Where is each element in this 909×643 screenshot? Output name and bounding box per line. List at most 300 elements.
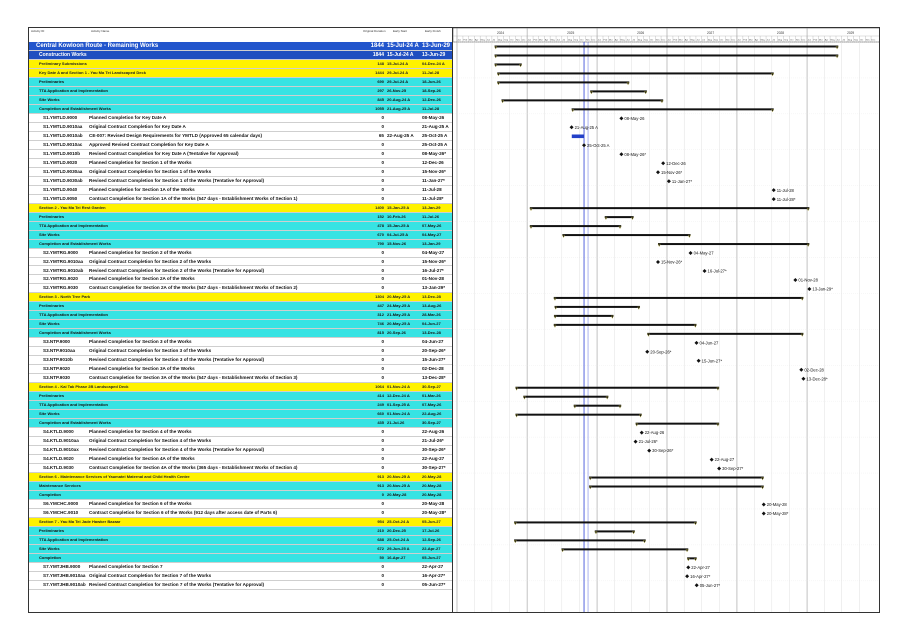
summary-bar — [555, 306, 640, 308]
activity-row[interactable] — [29, 356, 452, 365]
milestone-label: 21-Aug-25 A — [574, 124, 598, 130]
start-cell: 15-Nov-26 — [387, 240, 407, 246]
finish-cell: 13-Dec-28 — [422, 330, 441, 336]
wbs-name: Completion and Establishment Works — [39, 240, 111, 246]
bar-start-cap — [501, 100, 503, 103]
start-cell: 24-May-25 A — [387, 303, 411, 309]
milestone-label: 02-Dec-28 — [804, 367, 824, 373]
start-cell: 01-Nov-24 A — [387, 411, 410, 417]
wbs-row[interactable] — [29, 545, 452, 554]
finish-cell: 18-Jun-26 — [422, 78, 441, 84]
activity-id: S1.YMTLD.9030aa — [43, 168, 83, 174]
activity-id: S2.YMTRG.9010ab — [43, 267, 84, 273]
month-label: Oct — [510, 39, 514, 42]
activity-id: S4.KTLD.9010aa — [43, 438, 79, 444]
activity-id: S7.YMTJHB.9010ab — [43, 581, 86, 587]
wbs-row[interactable] — [29, 527, 452, 536]
milestone-label: 04-Jun-27 — [699, 340, 719, 346]
month-label: Aug — [498, 39, 503, 42]
month-label: Aug — [638, 39, 643, 42]
month-label: Jun — [486, 39, 491, 42]
wbs-row[interactable] — [29, 383, 452, 392]
bar-start-cap — [590, 91, 592, 94]
activity-row[interactable] — [29, 114, 452, 123]
milestone-diamond — [619, 152, 623, 156]
summary-bar — [572, 108, 774, 110]
wbs-row[interactable] — [29, 204, 452, 213]
year-label: 2026 — [637, 31, 645, 35]
duration-cell: 913 — [377, 474, 384, 480]
duration-cell: 815 — [377, 330, 384, 336]
finish-cell: 28-Mar-26 — [422, 312, 441, 318]
wbs-name: Maintenance Services — [39, 483, 81, 489]
bar-start-cap — [497, 82, 499, 85]
finish-cell: 30-Sep-27* — [422, 465, 446, 471]
activity-row[interactable] — [29, 374, 452, 383]
duration-cell: 746 — [377, 321, 384, 327]
wbs-row[interactable] — [29, 482, 452, 491]
activity-row[interactable] — [29, 437, 452, 446]
month-label: Mar — [538, 39, 543, 42]
duration-cell: 0 — [381, 249, 384, 255]
activity-name: Planned Completion for Section 3A of the Works — [89, 366, 195, 372]
activity-id: S6.YMCHC.9010 — [43, 509, 79, 515]
start-cell: 21-May-25 A — [387, 312, 411, 318]
activity-row[interactable] — [29, 365, 452, 374]
milestone-diamond — [762, 511, 766, 515]
milestone-label: 30-Sep-26* — [652, 448, 674, 454]
duration-cell: 414 — [377, 393, 384, 399]
activity-row[interactable] — [29, 159, 452, 168]
activity-name: Original Contract Completion for Section 4 of the Works — [89, 438, 212, 444]
month-label: Jul — [772, 39, 776, 42]
activity-row[interactable] — [29, 186, 452, 195]
start-cell: 15-Jul-24 A — [387, 60, 409, 66]
activity-table — [29, 28, 452, 612]
bar-end-cap — [661, 100, 663, 103]
activity-id: S3.NTP.9000 — [43, 339, 70, 345]
bar-start-cap — [658, 244, 660, 247]
month-label: Apr — [474, 39, 479, 42]
wbs-name: Key Date A and Section 1 - Yau Ma Tei Landscaped Deck — [39, 69, 146, 75]
activity-name: Planned Completion for Section 1 of the Works — [89, 159, 192, 165]
wbs-name: Site Works — [39, 411, 60, 417]
month-label: Oct — [579, 39, 584, 42]
month-label: May — [760, 39, 765, 42]
start-cell: 26-Nov-25 — [387, 87, 407, 93]
wbs-name: Site Works — [39, 321, 60, 327]
month-label: Mar — [748, 39, 753, 42]
milestone-label: 11-Jul-28* — [776, 196, 796, 202]
bar-start-cap — [562, 235, 564, 238]
milestone-label: 20-May-28 — [766, 502, 787, 508]
wbs-row[interactable] — [29, 311, 452, 320]
finish-cell: 04-Dec-24 A — [422, 60, 445, 66]
finish-cell: 30-Sep-26* — [422, 447, 446, 453]
bar-start-cap — [554, 325, 556, 328]
milestone-diamond — [647, 449, 651, 453]
finish-cell: 20-May-28* — [422, 509, 447, 515]
finish-cell: 01-Mar-26 — [422, 393, 441, 399]
wbs-row[interactable] — [29, 329, 452, 338]
month-label: Mar — [608, 39, 613, 42]
activity-name: Revised Contract Completion for Section 3 of the Works (Tentative for Approval) — [89, 357, 265, 363]
month-label: Jan — [457, 39, 462, 42]
bar-end-cap — [632, 531, 634, 534]
activity-name: Revised Contract Completion for Section 7 of the Works (Tentative for Approval) — [89, 581, 265, 587]
wbs-row[interactable] — [29, 42, 452, 51]
milestone-diamond — [619, 116, 623, 120]
duration-cell: 1304 — [375, 294, 384, 300]
finish-cell: 11-Jul-28* — [422, 195, 444, 201]
wbs-row[interactable] — [29, 518, 452, 527]
start-cell: 29-Jun-25 A — [387, 545, 410, 551]
finish-cell: 13-Jun-29 — [422, 43, 451, 49]
milestone-label: 20-May-28* — [766, 511, 789, 517]
milestone-label: 21-Jul-26* — [638, 439, 658, 445]
activity-row[interactable] — [29, 150, 452, 159]
month-label: Jan — [527, 39, 532, 42]
month-label: Dec — [661, 39, 666, 42]
bar-end-cap — [606, 397, 608, 400]
month-label: Dec — [871, 39, 876, 42]
milestone-label: 13-Jan-29* — [812, 286, 833, 292]
summary-bar — [530, 207, 810, 209]
activity-row[interactable] — [29, 132, 452, 141]
month-label: May — [620, 39, 625, 42]
month-label: Oct — [859, 39, 864, 42]
summary-bar — [561, 548, 688, 550]
finish-cell: 11-Jan-27* — [422, 177, 445, 183]
month-label: Feb — [603, 39, 608, 42]
start-cell: 16-Apr-27 — [387, 554, 406, 560]
summary-bar — [501, 99, 663, 101]
month-label: Jul — [842, 39, 846, 42]
wbs-name: Section 7 - Yau Ma Tei Jade Hawker Bazaar — [39, 518, 121, 524]
start-cell: 15-Jul-24 A — [387, 43, 419, 49]
duration-cell: 0 — [381, 348, 384, 354]
year-label: 2025 — [567, 31, 575, 35]
activity-name: CE-007: Revised Design Requirements for YMTLD (Approved 65 calendar days) — [89, 132, 262, 138]
month-label: Oct — [719, 39, 724, 42]
milestone-diamond — [772, 197, 776, 201]
header-duration: Original Duration — [363, 29, 386, 33]
activity-row[interactable] — [29, 581, 452, 590]
bar-end-cap — [717, 388, 719, 391]
start-cell: 15-Jan-25 A — [387, 222, 410, 228]
wbs-row[interactable] — [29, 96, 452, 105]
month-label: Mar — [678, 39, 683, 42]
bar-start-cap — [554, 316, 556, 319]
wbs-row[interactable] — [29, 51, 452, 60]
year-label: 2024 — [497, 31, 505, 35]
month-label: Aug — [778, 39, 783, 42]
finish-cell: 05-Jun-27* — [422, 581, 446, 587]
activity-id: S7.YMTJHB.9010aa — [43, 572, 86, 578]
bar-start-cap — [555, 307, 557, 310]
start-cell: 15-Jul-24 A — [387, 51, 414, 58]
activity-row[interactable] — [29, 572, 452, 581]
summary-bar — [495, 63, 522, 65]
wbs-row[interactable] — [29, 491, 452, 500]
activity-row[interactable] — [29, 428, 452, 437]
activity-row[interactable] — [29, 195, 452, 204]
activity-row[interactable] — [29, 455, 452, 464]
month-label: Jan — [737, 39, 741, 42]
wbs-name: Preliminary Submissions — [39, 60, 87, 66]
wbs-name: Section 3 - North Tree Park — [39, 294, 91, 300]
start-cell: 22-Aug-25 A — [387, 132, 414, 138]
activity-name: Planned Completion for Section 7 — [89, 563, 163, 569]
activity-name: Contract Completion for Section 3A of the Works (547 days - Establishment Works of Section 3) — [89, 375, 298, 381]
activity-row[interactable] — [29, 347, 452, 356]
finish-cell: 20-May-28 — [422, 500, 445, 506]
start-cell: 29-Jul-24 A — [387, 78, 409, 84]
bar-start-cap — [589, 487, 591, 490]
duration-cell: 0 — [381, 438, 384, 444]
activity-name: Planned Completion for Section 6 of the Works — [89, 500, 192, 506]
month-label: Aug — [848, 39, 853, 42]
month-label: Jun — [836, 39, 841, 42]
header-finish: Early Finish — [425, 29, 441, 33]
wbs-row[interactable] — [29, 240, 452, 249]
wbs-row[interactable] — [29, 222, 452, 231]
duration-cell: 249 — [377, 402, 384, 408]
activity-name: Planned Completion for Section 2A of the Works — [89, 276, 195, 282]
month-label: Apr — [754, 39, 759, 42]
finish-cell: 12-Dec-26 — [422, 96, 441, 102]
finish-cell: 04-May-27 — [422, 249, 445, 255]
activity-row[interactable] — [29, 446, 452, 455]
bar-start-cap — [495, 55, 497, 58]
milestone-label: 16-Jul-27* — [707, 268, 727, 274]
activity-id: S1.YMTLD.9020 — [43, 159, 78, 165]
duration-cell: 1444 — [375, 69, 384, 75]
activity-id: S1.YMTLD.9010aa — [43, 123, 83, 129]
month-label: May — [550, 39, 555, 42]
milestone-diamond — [772, 188, 776, 192]
month-label: Dec — [591, 39, 596, 42]
activity-name: Contract Completion for Section 2A of the Works (547 days - Establishment Works of Section 2) — [89, 285, 298, 291]
milestone-diamond — [807, 287, 811, 291]
wbs-row[interactable] — [29, 60, 452, 69]
summary-bar — [590, 90, 647, 92]
start-cell: 01-Nov-24 A — [387, 384, 410, 390]
start-cell: 20-Sep-26 — [387, 330, 406, 336]
summary-bar — [554, 297, 804, 299]
month-label: Jan — [667, 39, 672, 42]
finish-cell: 21-Jul-26* — [422, 438, 444, 444]
summary-bar — [595, 530, 635, 532]
activity-id: S4.KTLD.9010ax — [43, 447, 79, 453]
month-label: Apr — [684, 39, 689, 42]
bar-end-cap — [694, 325, 696, 328]
wbs-row[interactable] — [29, 554, 452, 563]
wbs-row[interactable] — [29, 213, 452, 222]
month-label: Sep — [784, 39, 789, 42]
activity-name: Planned Completion for Section 2 of the Works — [89, 249, 192, 255]
finish-cell: 05-Jun-27 — [422, 554, 441, 560]
duration-cell: 0 — [381, 195, 384, 201]
activity-row[interactable] — [29, 509, 452, 518]
milestone-diamond — [645, 350, 649, 354]
duration-cell: 478 — [377, 222, 384, 228]
milestone-diamond — [570, 125, 574, 129]
wbs-name: TTA Application and Implementation — [39, 536, 108, 542]
month-label: Apr — [614, 39, 619, 42]
activity-row[interactable] — [29, 123, 452, 132]
wbs-name: TTA Application and Implementation — [39, 402, 108, 408]
milestone-label: 20-Sep-26* — [650, 349, 672, 355]
wbs-name: Completion and Establishment Works — [39, 105, 111, 111]
activity-row[interactable] — [29, 258, 452, 267]
summary-bar — [495, 54, 839, 56]
month-label: Nov — [585, 39, 590, 42]
wbs-row[interactable] — [29, 473, 452, 482]
activity-name: Original Contract Completion for Section 7 of the Works — [89, 572, 212, 578]
activity-bar — [572, 134, 584, 138]
month-label: Dec — [521, 39, 526, 42]
duration-cell: 660 — [377, 411, 384, 417]
activity-id: S4.KTLD.9030 — [43, 465, 74, 471]
milestone-diamond — [703, 269, 707, 273]
month-label: Mar — [468, 39, 473, 42]
duration-cell: 0 — [381, 177, 384, 183]
wbs-row[interactable] — [29, 302, 452, 311]
header-activity-name: Activity Name — [91, 29, 110, 33]
duration-cell: 0 — [381, 114, 384, 120]
summary-bar — [523, 396, 608, 398]
bar-start-cap — [572, 109, 574, 112]
activity-id: S3.NTP.9010aa — [43, 348, 76, 354]
milestone-label: 08-May-26* — [624, 151, 647, 157]
gantt-chart — [452, 28, 880, 612]
wbs-row[interactable] — [29, 410, 452, 419]
wbs-row[interactable] — [29, 69, 452, 78]
duration-cell: 690 — [377, 78, 384, 84]
duration-cell: 672 — [377, 545, 384, 551]
month-label: Nov — [865, 39, 870, 42]
duration-cell: 0 — [381, 429, 384, 435]
finish-cell: 15-Nov-26* — [422, 258, 446, 264]
activity-name: Original Contract Completion for Key Date A — [89, 123, 186, 129]
wbs-row[interactable] — [29, 536, 452, 545]
duration-cell: 790 — [377, 240, 384, 246]
activity-row[interactable] — [29, 249, 452, 258]
bar-end-cap — [619, 406, 621, 409]
wbs-row[interactable] — [29, 231, 452, 240]
finish-cell: 13-Jan-29 — [422, 204, 441, 210]
wbs-row[interactable] — [29, 320, 452, 329]
milestone-label: 15-Jun-27* — [701, 358, 723, 364]
wbs-name: Preliminaries — [39, 78, 65, 84]
finish-cell: 22-Aug-26 — [422, 411, 442, 417]
duration-cell: 50 — [379, 554, 384, 560]
month-label: May — [830, 39, 835, 42]
year-label: 2028 — [776, 31, 785, 35]
finish-cell: 13-Dec-28 — [422, 294, 441, 300]
bar-start-cap — [514, 522, 516, 525]
wbs-row[interactable] — [29, 87, 452, 96]
activity-name: Approved Revised Contract Completion for Key Date A — [89, 141, 209, 147]
schedule-sheet — [28, 27, 880, 613]
duration-cell: 1844 — [372, 51, 384, 58]
bar-start-cap — [530, 226, 532, 229]
activity-name: Planned Completion for Section 3 of the Works — [89, 339, 192, 345]
activity-name: Contract Completion for Section 4A of the Works (365 days - Establishment Works of Section 4) — [89, 465, 298, 471]
wbs-name: Preliminaries — [39, 527, 65, 533]
bar-start-cap — [530, 208, 532, 211]
duration-cell: 954 — [377, 518, 384, 524]
duration-cell: 447 — [377, 303, 384, 309]
wbs-row[interactable] — [29, 401, 452, 410]
month-label: Nov — [795, 39, 800, 42]
wbs-name: Section 2 - Yau Ma Tei Rest Garden — [39, 204, 106, 210]
start-cell: 20-Nov-25 A — [387, 474, 410, 480]
activity-row[interactable] — [29, 275, 452, 284]
activity-row[interactable] — [29, 338, 452, 347]
gantt-svg — [453, 28, 880, 613]
bar-end-cap — [619, 226, 621, 229]
activity-row[interactable] — [29, 177, 452, 186]
activity-row[interactable] — [29, 563, 452, 572]
duration-cell: 0 — [381, 168, 384, 174]
activity-id: S3.NTP.9010b — [43, 357, 73, 363]
activity-name: Revised Contract Completion for Section 2 of the Works (Tentative for Approval) — [89, 267, 265, 273]
wbs-row[interactable] — [29, 78, 452, 87]
activity-row[interactable] — [29, 464, 452, 473]
finish-cell: 02-Dec-28 — [422, 366, 444, 372]
activity-row[interactable] — [29, 168, 452, 177]
activity-row[interactable] — [29, 500, 452, 509]
bar-start-cap — [514, 540, 516, 543]
milestone-diamond — [710, 458, 714, 462]
milestone-diamond — [656, 170, 660, 174]
summary-bar — [514, 521, 697, 523]
milestone-label: 22-Apr-27 — [691, 564, 710, 570]
finish-cell: 20-Sep-26* — [422, 348, 446, 354]
bar-end-cap — [801, 334, 803, 337]
wbs-row[interactable] — [29, 293, 452, 302]
header-start: Early Start — [393, 29, 408, 33]
duration-cell: 0 — [381, 267, 384, 273]
month-label: Feb — [813, 39, 818, 42]
finish-cell: 05-Jun-27 — [422, 518, 441, 524]
activity-name: Original Contract Completion for Section 2 of the Works — [89, 258, 212, 264]
activity-name: Revised Contract Completion for Key Date A (Tentative for Approval) — [89, 150, 239, 156]
activity-row[interactable] — [29, 284, 452, 293]
wbs-name: Construction Works — [39, 51, 87, 58]
bar-start-cap — [589, 478, 591, 481]
duration-cell: 0 — [381, 375, 384, 381]
month-label: Aug — [708, 39, 713, 42]
month-label: Sep — [504, 39, 509, 42]
milestone-diamond — [686, 565, 690, 569]
duration-cell: 148 — [377, 60, 384, 66]
wbs-row[interactable] — [29, 105, 452, 114]
wbs-row[interactable] — [29, 419, 452, 428]
wbs-row[interactable] — [29, 392, 452, 401]
milestone-diamond — [685, 574, 689, 578]
activity-row[interactable] — [29, 141, 452, 150]
activity-row[interactable] — [29, 267, 452, 276]
month-label: Jun — [626, 39, 631, 42]
summary-bar — [647, 333, 803, 335]
bar-end-cap — [761, 487, 763, 490]
bar-start-cap — [497, 73, 499, 76]
duration-cell: 0 — [381, 357, 384, 363]
summary-bar — [515, 414, 641, 416]
